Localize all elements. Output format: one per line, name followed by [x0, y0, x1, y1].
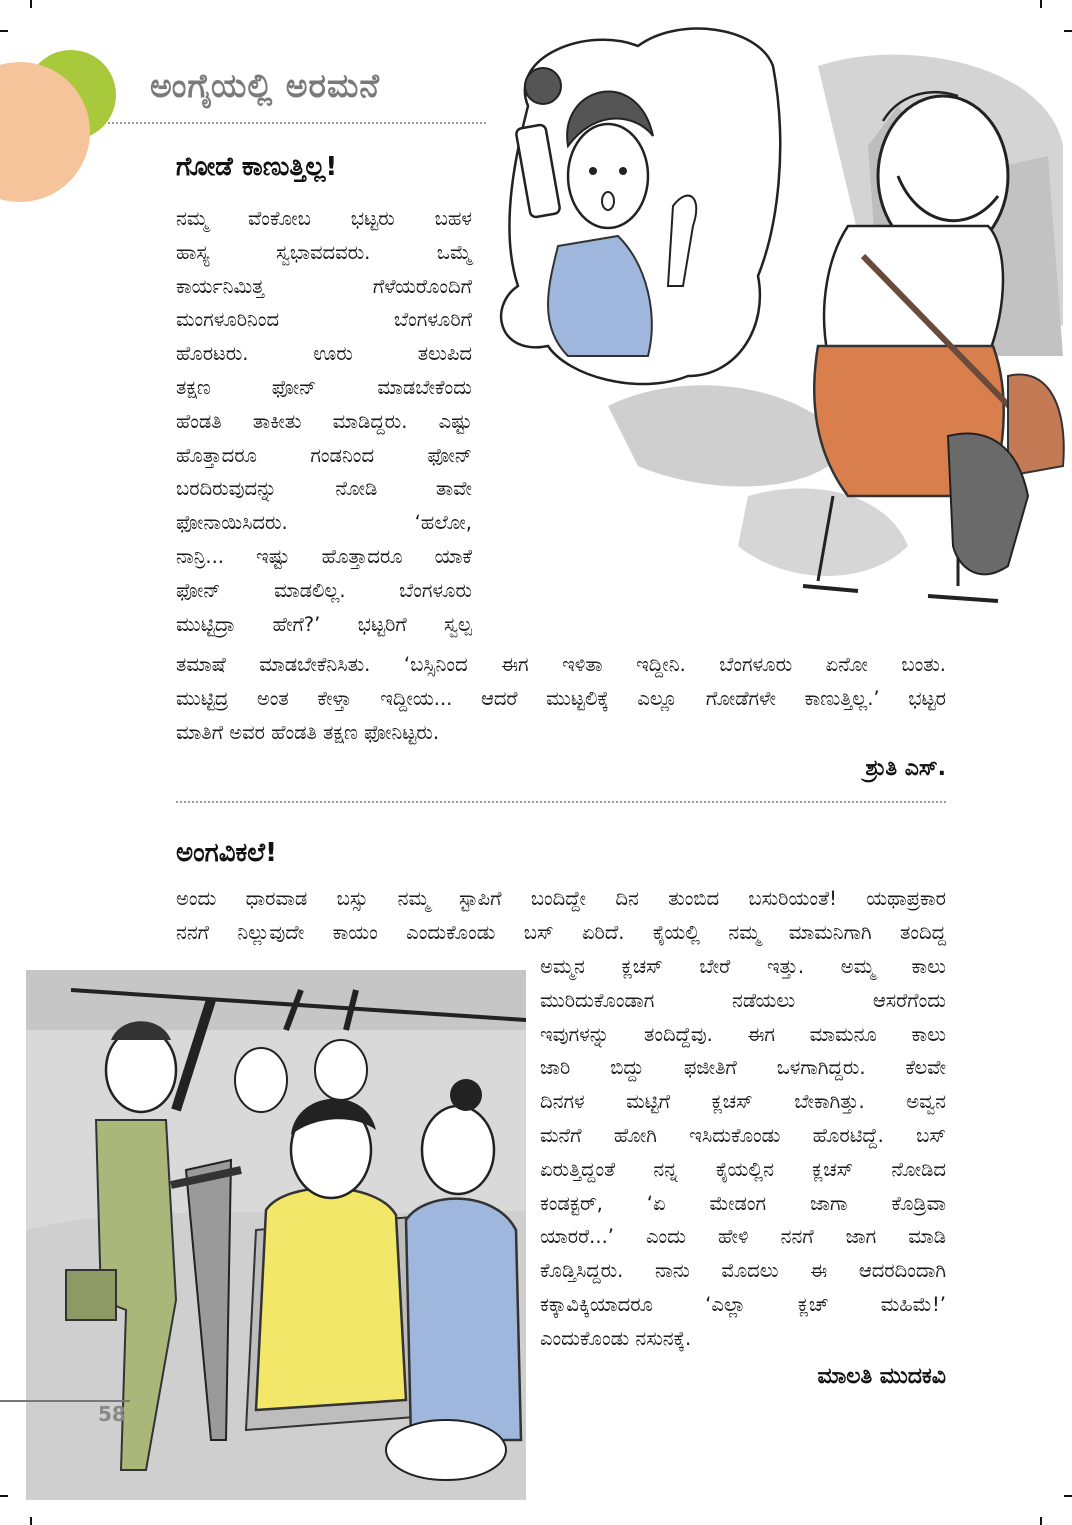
header-divider: [108, 122, 486, 124]
text-line: ಯಾರರೆ...’ ಎಂದು ಹೇಳಿ ನನಗೆ ಜಾಗ ಮಾಡಿ: [540, 1225, 946, 1249]
story-paragraph-wide: [176, 648, 946, 749]
crop-mark: [1040, 0, 1042, 8]
crop-mark: [1064, 1495, 1072, 1497]
text-line: ಅಮ್ಮನ ಕ್ಲಚಸ್ ಬೇರೆ ಇತ್ತು. ಅಮ್ಮ ಕಾಲು: [540, 955, 946, 978]
text-line: ಏರುತ್ತಿದ್ದಂತೆ ನನ್ನ ಕೈಯಲ್ಲಿನ ಕ್ಲಚಸ್ ನೋಡಿದ: [540, 1157, 946, 1181]
story-title: ಗೋಡೆ ಕಾಣುತ್ತಿಲ್ಲ!: [176, 152, 338, 182]
text-line: ಮಾತಿಗೆ ಅವರ ಹೆಂಡತಿ ತಕ್ಷಣ ಫೋನಿಟ್ಟರು.: [176, 720, 440, 744]
text-line: ತಮಾಷೆ ಮಾಡಬೇಕೆನಿಸಿತು. ‘ಬಸ್ಸಿನಿಂದ ಈಗ ಇಳಿತಾ ಇದ್ದೀನಿ. ಬೆಂಗಳೂರು ಏನೋ ಬಂತು.: [176, 653, 946, 676]
text-line: ಎಂದುಕೊಂಡು ನಸುನಕ್ಕೆ.: [540, 1326, 692, 1350]
author-name: ಶ್ರುತಿ ಎಸ್.: [865, 756, 946, 781]
text-line: ಫೋನ್ ಮಾಡಲಿಲ್ಲ. ಬೆಂಗಳೂರು: [176, 578, 472, 602]
text-line: ದಿನಗಳ ಮಟ್ಟಿಗೆ ಕ್ಲಚಸ್ ಬೇಕಾಗಿತ್ತು. ಅವ್ವನ: [540, 1090, 946, 1114]
crop-mark: [30, 0, 32, 8]
illustration-phone-call: [488, 26, 1070, 616]
text-line: ನಮ್ಮ ವೆಂಕೋಬ ಭಟ್ಟರು ಬಹಳ: [176, 207, 472, 230]
text-line: ಹೆಂಡತಿ ತಾಕೀತು ಮಾಡಿದ್ದರು. ಎಷ್ಟು: [176, 409, 472, 433]
text-line: ಮುಟ್ಟಿದ್ರ ಅಂತ ಕೇಳ್ತಾ ಇದ್ದೀಯ... ಆದರೆ ಮುಟ್ಟಲಿಕ್ಕೆ ಎಲ್ಲೂ ಗೋಡೆಗಳೇ ಕಾಣುತ್ತಿಲ್ಲ.’ ಭಟ್ಟರ: [176, 686, 946, 710]
text-line: ನಾನ್ರಿ... ಇಷ್ಟು ಹೊತ್ತಾದರೂ ಯಾಕೆ: [176, 544, 472, 568]
text-line: ನನಗೆ ನಿಲ್ಲುವುದೇ ಕಾಯಂ ಎಂದುಕೊಂಡು ಬಸ್ ಏರಿದೆ. ಕೈಯಲ್ಲಿ ನಮ್ಮ ಮಾಮನಿಗಾಗಿ ತಂದಿದ್ದ: [176, 920, 946, 944]
text-line: ಮುರಿದುಕೊಂಡಾಗ ನಡೆಯಲು ಆಸರೆಗೆಂದು: [540, 988, 946, 1012]
page-number: 58: [98, 1402, 126, 1426]
crop-mark: [0, 1495, 8, 1497]
text-line: ಹೊತ್ತಾದರೂ ಗಂಡನಿಂದ ಫೋನ್: [176, 443, 472, 467]
crop-mark: [1040, 1517, 1042, 1525]
text-line: ಕಕ್ಕಾವಿಕ್ಕಿಯಾದರೂ ‘ಎಲ್ಲಾ ಕ್ಲಚ್ ಮಹಿಮೆ!’: [540, 1292, 946, 1316]
text-line: ತಕ್ಷಣ ಫೋನ್ ಮಾಡಬೇಕೆಂದು: [176, 375, 472, 399]
section-title: ಅಂಗೈಯಲ್ಲಿ ಅರಮನೆ: [150, 66, 381, 105]
story-divider: [176, 801, 946, 803]
text-line: ಕೊಡ್ತಿಸಿದ್ದರು. ನಾನು ಮೊದಲು ಈ ಆದರದಿಂದಾಗಿ: [540, 1259, 946, 1283]
text-line: ಮನೆಗೆ ಹೋಗಿ ಇಸಿದುಕೊಂಡು ಹೊರಟಿದ್ದೆ. ಬಸ್: [540, 1123, 946, 1147]
author-name: ಮಾಲತಿ ಮುದಕವಿ: [817, 1364, 946, 1389]
story-paragraph-wide: [176, 882, 946, 950]
text-line: ಹೊರಟರು. ಊರು ತಲುಪಿದ: [176, 342, 472, 366]
story-paragraph-narrow: [176, 202, 472, 641]
text-line: ಇವುಗಳನ್ನು ತಂದಿದ್ದೆವು. ಈಗ ಮಾಮನೂ ಕಾಲು: [540, 1022, 946, 1046]
footer-rule: [0, 1400, 130, 1402]
text-line: ಫೋನಾಯಿಸಿದರು. ‘ಹಲೋ,: [176, 511, 472, 535]
text-line: ಕಾರ್ಯನಿಮಿತ್ತ ಗೆಳೆಯರೊಂದಿಗೆ: [176, 274, 472, 298]
crop-mark: [0, 30, 8, 32]
text-line: ಮಂಗಳೂರಿನಿಂದ ಬೆಂಗಳೂರಿಗೆ: [176, 308, 472, 332]
story-title: ಅಂಗವಿಕಲೆ!: [176, 838, 277, 868]
crop-mark: [30, 1517, 32, 1525]
story-paragraph-narrow: [540, 950, 946, 1356]
text-line: ಹಾಸ್ಯ ಸ್ವಭಾವದವರು. ಒಮ್ಮೆ: [176, 240, 472, 264]
text-line: ಕಂಡಕ್ಟರ್, ‘ಏ ಮೇಡಂಗ ಜಾಗಾ ಕೊಡ್ರಿವಾ: [540, 1191, 946, 1215]
text-line: ಜಾರಿ ಬಿದ್ದು ಫಜೀತಿಗೆ ಒಳಗಾಗಿದ್ದರು. ಕೆಲವೇ: [540, 1056, 946, 1080]
text-line: ಬರದಿರುವುದನ್ನು ನೋಡಿ ತಾವೇ: [176, 477, 472, 501]
text-line: ಅಂದು ಧಾರವಾಡ ಬಸ್ಸು ನಮ್ಮ ಸ್ಟಾಪಿಗೆ ಬಂದಿದ್ದೇ ದಿನ ತುಂಬಿದ ಬಸುರಿಯಂತೆ! ಯಥಾಪ್ರಕಾರ: [176, 887, 946, 910]
text-line: ಮುಟ್ಟಿದ್ರಾ ಹೇಗೆ?’ ಭಟ್ಟರಿಗೆ ಸ್ವಲ್ಪ: [176, 612, 472, 636]
